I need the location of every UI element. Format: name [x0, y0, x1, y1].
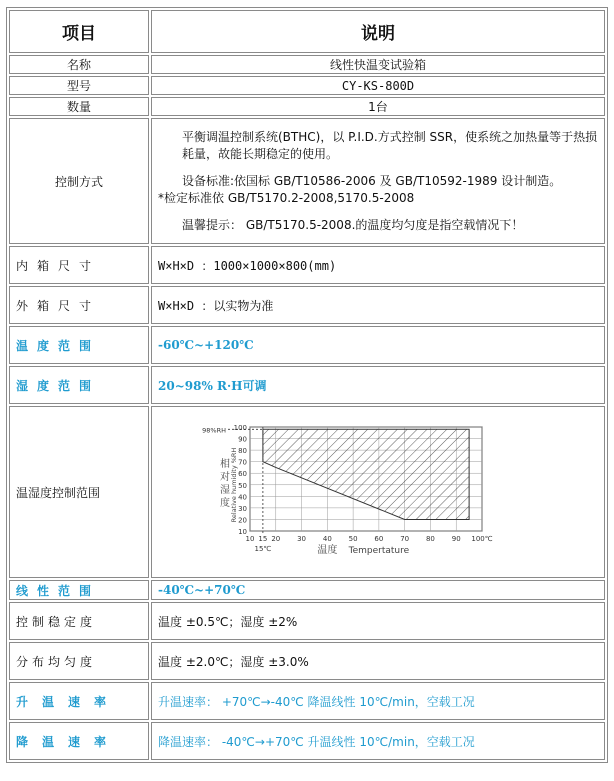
cooling-rate-value: 降温速率： -40℃→+70℃ 升温线性 10℃/min，空载工况 [151, 722, 605, 760]
header-description: 说明 [151, 10, 605, 53]
table-row [9, 326, 605, 364]
x-tick-label: 20 [271, 535, 281, 543]
y-tick-label: 50 [238, 481, 247, 490]
cooling-rate-label: 降温速率 [9, 722, 149, 760]
outer-size-label: 外箱尺寸 [9, 286, 149, 324]
inner-size-value: W×H×D ：1000×1000×800(mm) [151, 246, 605, 284]
stability-value: 温度 ±0.5℃；湿度 ±2% [151, 602, 605, 640]
y-tick-label: 70 [238, 458, 247, 467]
temp-range-value: -60℃~+120℃ [151, 326, 605, 364]
model-label: 型号 [9, 76, 149, 95]
x-tick-label: 100℃ [471, 535, 493, 543]
heating-rate-label: 升温速率 [9, 682, 149, 720]
uniformity-value: 温度 ±2.0℃；湿度 ±3.0% [151, 642, 605, 680]
x-marker-label: 15℃ [254, 545, 272, 553]
x-tick-label: 30 [297, 535, 307, 543]
y-tick-label: 60 [238, 470, 247, 479]
table-row [9, 97, 605, 116]
verification-line: *检定标准依 GB/T5170.2-2008,5170.5-2008 [158, 190, 415, 205]
table-row [9, 580, 605, 600]
y-tick-label: 90 [238, 435, 247, 444]
y-tick-label: 10 [238, 528, 247, 536]
control-mode-label: 控制方式 [9, 118, 149, 244]
control-range-chart-cell [151, 406, 605, 578]
table-row [9, 642, 605, 680]
x-axis-label-cn: 温度 [317, 545, 338, 556]
inner-size-label: 内箱尺寸 [9, 246, 149, 284]
outer-size-value: W×H×D ：以实物为准 [151, 286, 605, 324]
x-tick-label: 80 [425, 535, 435, 543]
model-value: CY-KS-800D [151, 76, 605, 95]
table-row [9, 682, 605, 720]
table-row [9, 366, 605, 404]
y-axis-label-cn: 相对湿度 [220, 459, 230, 509]
y-tick-label: 30 [238, 504, 247, 513]
y-axis-label-en: Relative humidity %RH [230, 447, 238, 523]
stability-label: 控制稳定度 [9, 602, 149, 640]
x-tick-label: 90 [451, 535, 461, 543]
heating-rate-value: 升温速率： +70℃→-40℃ 降温线性 10℃/min，空载工况 [151, 682, 605, 720]
quantity-label: 数量 [9, 97, 149, 116]
y-tick-label: 80 [238, 447, 247, 456]
linear-range-value: -40℃~+70℃ [151, 580, 605, 600]
x-tick-label: 40 [322, 535, 332, 543]
x-tick-label: 15 [258, 535, 268, 543]
name-label: 名称 [9, 55, 149, 74]
table-row [9, 246, 605, 284]
x-tick-label: 50 [348, 535, 358, 543]
x-tick-label: 70 [400, 535, 410, 543]
tip-line: 温馨提示： GB/T5170.5-2008.的温度均匀度是指空载情况下！ [182, 217, 524, 232]
control-range-label: 温湿度控制范围 [9, 406, 149, 578]
standard-line: 设备标准:依国标 GB/T10586-2006 及 GB/T10592-1989 设计制造。 [182, 173, 562, 188]
y-marker-label: 98%RH [202, 426, 226, 435]
control-paragraph: 平衡调温控制系统(BTHC)，以 P.I.D.方式控制 SSR，使系统之加热量等于热损耗量，故能长期稳定的使用。 [182, 129, 598, 161]
humidity-range-label: 湿度范围 [9, 366, 149, 404]
x-axis-label-en: Tempertature [348, 546, 410, 556]
quantity-value: 1台 [151, 97, 605, 116]
linear-range-label: 线性范围 [9, 580, 149, 600]
y-tick-label: 100 [233, 424, 247, 432]
humidity-range-value: 20~98% R·H可调 [151, 366, 605, 404]
uniformity-label: 分布均匀度 [9, 642, 149, 680]
control-region [263, 429, 469, 519]
y-tick-label: 20 [238, 516, 247, 525]
table-row [9, 76, 605, 95]
name-value: 线性快温变试验箱 [151, 55, 605, 74]
temp-range-label: 温度范围 [9, 326, 149, 364]
x-tick-label: 60 [374, 535, 384, 543]
y-tick-label: 40 [238, 493, 247, 502]
table-row [9, 406, 605, 578]
table-row [9, 118, 605, 244]
table-row [9, 286, 605, 324]
spec-table [6, 7, 608, 763]
table-header-row [9, 10, 605, 53]
x-tick-label: 10 [245, 535, 255, 543]
temp-humidity-chart [152, 407, 592, 577]
header-item: 项目 [9, 10, 149, 53]
control-mode-value [151, 118, 605, 244]
table-row [9, 602, 605, 640]
table-row [9, 722, 605, 760]
table-row [9, 55, 605, 74]
